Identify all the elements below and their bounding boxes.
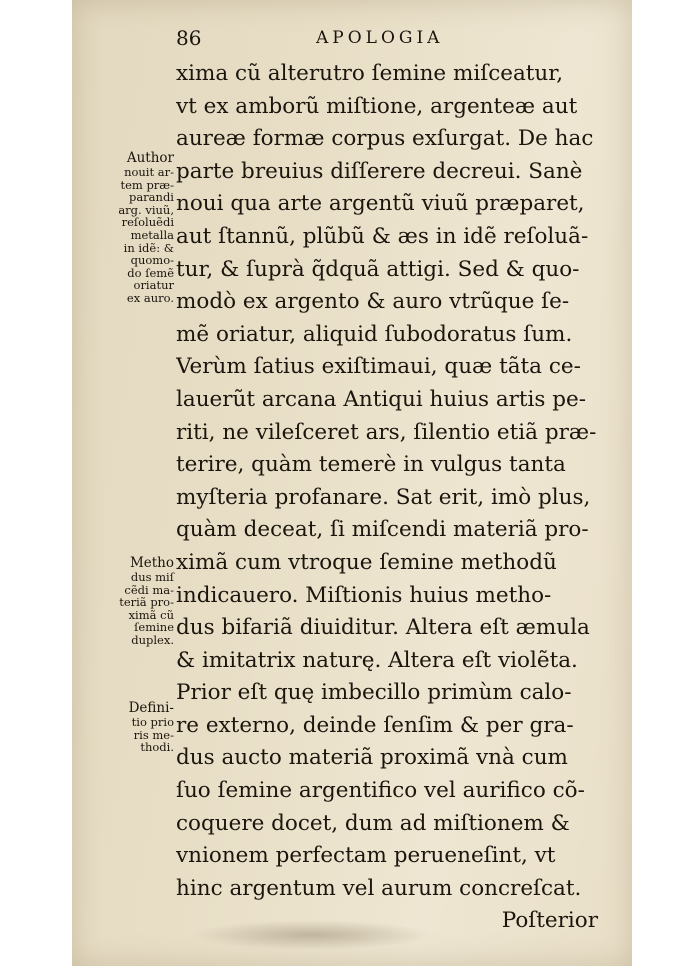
marginal-note-line: ſemine [134, 620, 174, 635]
marginal-note-line: duplex. [131, 632, 174, 647]
text-line: modò ex argento & auro vtrũque ſe- [176, 289, 570, 315]
marginal-note-line: reſoluẽdi [121, 215, 174, 230]
marginal-note-line: Defini- [128, 700, 174, 716]
marginal-note-line: metalla [130, 227, 174, 242]
text-line: coquere docet, dum ad miſtionem & [176, 810, 570, 836]
page-header [176, 26, 596, 54]
text-line: vt ex amborũ miſtione, argenteæ aut [176, 93, 578, 119]
text-line: Verùm ſatius exiſtimaui, quæ tãta ce- [176, 354, 581, 380]
catchword: Poſterior [501, 908, 598, 934]
marginal-note-line: in idẽ: & [123, 240, 174, 255]
text-line: dus aucto materiã proximã vnà cum [176, 745, 568, 771]
page-number: 86 [176, 26, 202, 50]
marginal-note-line: tem præ- [120, 177, 174, 192]
marginal-note-line: quomo- [130, 253, 174, 268]
marginal-note-line: dus miſ [130, 570, 174, 584]
marginal-note-line: cẽdi ma- [124, 582, 174, 597]
marginal-note-line: oriatur [133, 278, 174, 293]
text-line: noui qua arte argentũ viuũ præparet, [176, 191, 585, 217]
running-title: APOLOGIA [316, 28, 444, 48]
text-line: riti, ne vileſceret ars, ſilentio etiã præ- [176, 419, 597, 445]
text-line: terire, quàm temerè in vulgus tanta [176, 452, 566, 478]
text-line: xima cũ alterutro ſemine miſceatur, [176, 61, 564, 86]
text-line: quàm deceat, ſi miſcendi materiã pro- [176, 517, 589, 543]
marginal-note-line: Author [126, 150, 174, 166]
marginal-note-line: ximã cũ [128, 607, 174, 622]
marginal-note-definition [94, 700, 174, 754]
text-line: ſuo ſemine argentifico vel aurifico cõ- [176, 778, 585, 804]
text-line: Prior eſt quę imbecillo primùm calo- [176, 680, 572, 706]
text-line: indicauero. Miſtionis huius metho- [176, 582, 552, 608]
marginal-note-line: do ſemẽ [127, 265, 174, 280]
text-line: ximã cum vtroque ſemine methodũ [176, 549, 557, 575]
marginal-note-line: arg. viuũ, [118, 202, 174, 217]
text-line: parte breuius diſſerere decreui. Sanè [176, 158, 583, 184]
text-line: aut ſtannũ, plũbũ & æs in idẽ reſoluã- [176, 223, 589, 249]
marginal-note-line: teriã pro- [119, 595, 174, 610]
marginal-note-author [94, 150, 174, 305]
marginal-note-method [94, 555, 174, 647]
marginal-note-line: ris me- [133, 727, 174, 742]
marginal-note-line: tio prio [131, 715, 174, 729]
marginal-note-line: Metho [129, 555, 174, 571]
text-line: re externo, deinde ſenſim & per gra- [176, 712, 574, 738]
text-line: & imitatrix naturę. Altera eſt violẽta. [176, 647, 578, 673]
text-line: myſteria profanare. Sat erit, imò plus, [176, 484, 591, 510]
text-line: vnionem perfectam perueneſint, vt [176, 843, 556, 869]
text-line: aureæ formæ corpus exſurgat. De hac [176, 126, 594, 152]
marginal-note-line: thodi. [140, 740, 174, 755]
text-line: mẽ oriatur, aliquid ſubodoratus ſum. [176, 321, 573, 347]
text-line: hinc argentum vel aurum concreſcat. [176, 875, 582, 901]
text-line: tur, & ſuprà q̃dquã attigi. Sed & quo- [176, 256, 580, 282]
main-text-block [176, 58, 602, 938]
marginal-note-line: ex auro. [126, 290, 174, 305]
marginal-note-line: nouit ar- [124, 165, 174, 179]
text-line: dus bifariã diuiditur. Altera eſt æmula [176, 615, 590, 641]
text-line: lauerũt arcana Antiqui huius artis pe- [176, 386, 587, 412]
marginal-note-line: parandi [128, 190, 174, 205]
